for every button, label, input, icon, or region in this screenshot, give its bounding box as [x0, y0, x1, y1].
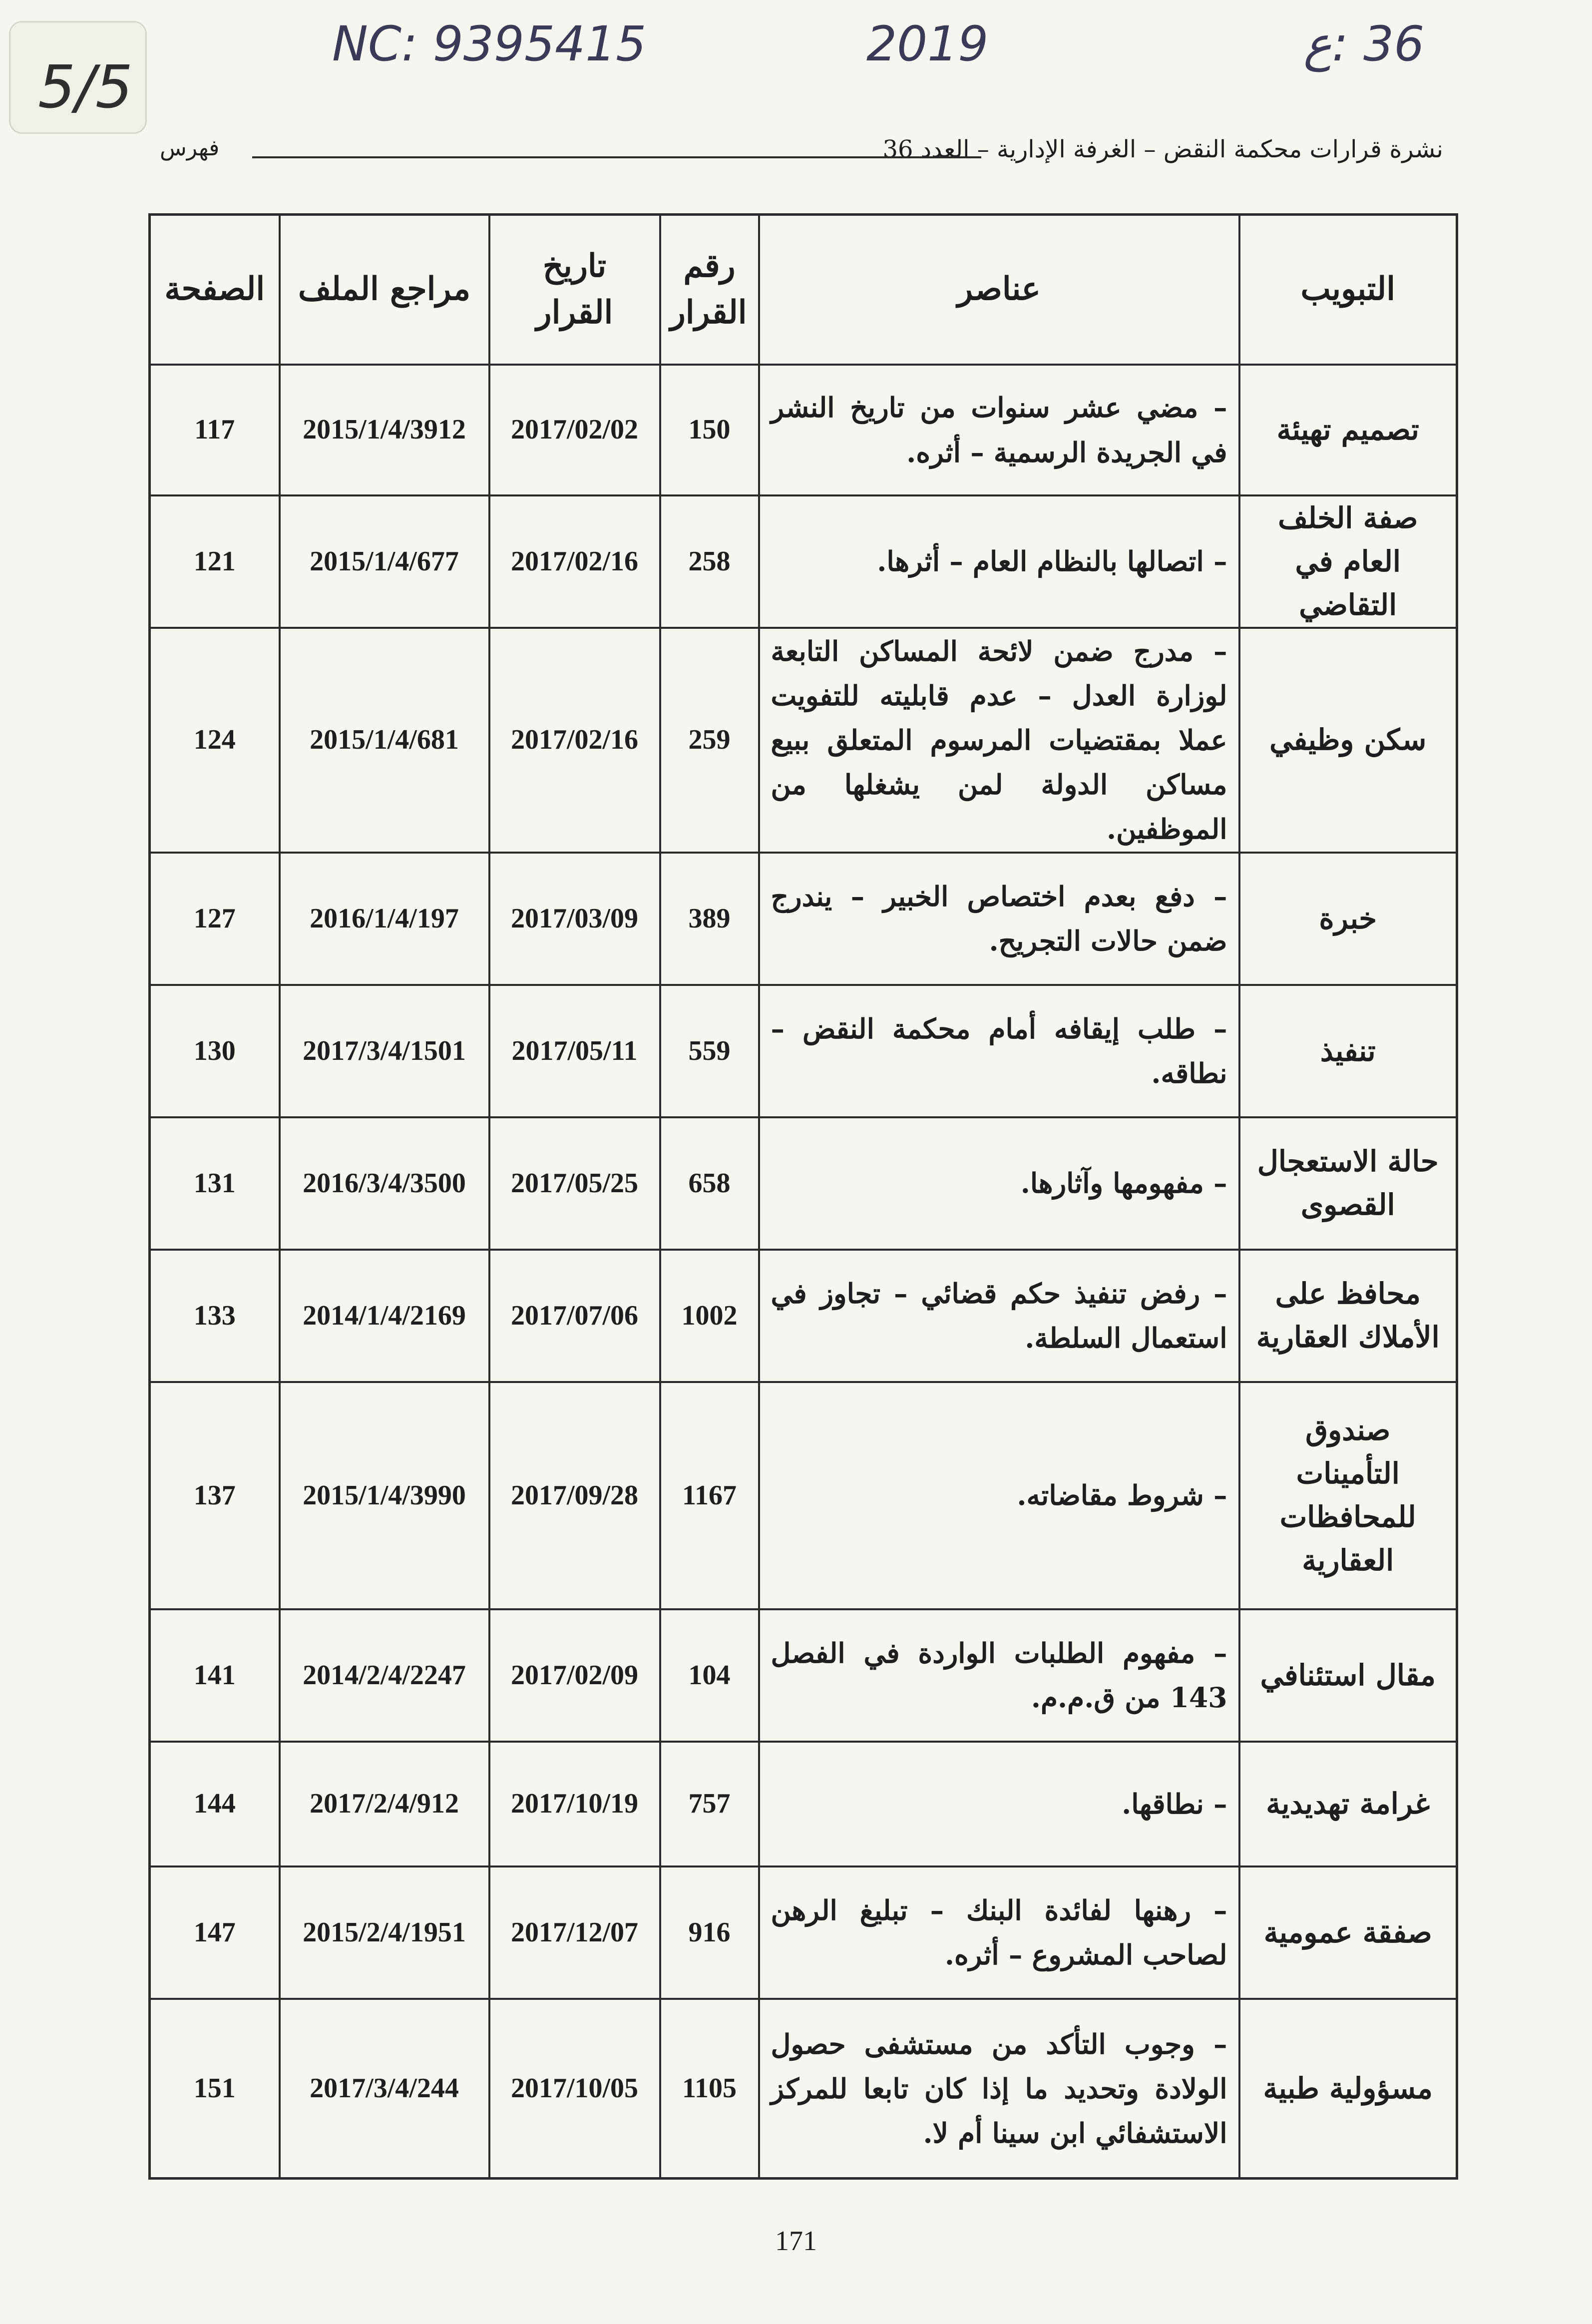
row-file-reference: 2016/1/4/197 — [280, 853, 489, 985]
row-decision-date: 2017/07/06 — [489, 1250, 660, 1382]
table-row — [150, 853, 1457, 985]
header-category: التبويب — [1239, 215, 1457, 365]
issue-annotation: 36 :ع — [1303, 16, 1425, 72]
row-elements: – مفهوم الطلبات الواردة في الفصل 143 من ق.م.م. — [759, 1609, 1239, 1742]
row-elements: – رفض تنفيذ حكم قضائي – تجاوز في استعمال السلطة. — [759, 1250, 1239, 1382]
row-file-reference: 2015/2/4/1951 — [280, 1866, 489, 1999]
row-page: 144 — [150, 1742, 280, 1866]
row-decision-number: 150 — [660, 365, 759, 495]
row-category: تصميم تهيئة — [1239, 365, 1457, 495]
header-rule — [252, 156, 981, 158]
row-elements: – طلب إيقافه أمام محكمة النقض – نطاقه. — [759, 985, 1239, 1117]
table-row — [150, 1250, 1457, 1382]
table-row — [150, 628, 1457, 853]
row-decision-date: 2017/10/19 — [489, 1742, 660, 1866]
row-elements: – نطاقها. — [759, 1742, 1239, 1866]
row-decision-number: 1002 — [660, 1250, 759, 1382]
table-row — [150, 1117, 1457, 1250]
table-row — [150, 365, 1457, 495]
row-file-reference: 2017/3/4/244 — [280, 1999, 489, 2179]
row-category: صندوق التأمينات للمحافظات العقارية — [1239, 1382, 1457, 1609]
row-page: 131 — [150, 1117, 280, 1250]
header-decision-number: رقم القرار — [660, 215, 759, 365]
table-row — [150, 1999, 1457, 2179]
row-category: تنفيذ — [1239, 985, 1457, 1117]
row-decision-date: 2017/12/07 — [489, 1866, 660, 1999]
row-elements: – رهنها لفائدة البنك – تبليغ الرهن لصاحب المشروع – أثره. — [759, 1866, 1239, 1999]
row-file-reference: 2014/1/4/2169 — [280, 1250, 489, 1382]
row-file-reference: 2017/3/4/1501 — [280, 985, 489, 1117]
row-decision-date: 2017/09/28 — [489, 1382, 660, 1609]
row-file-reference: 2016/3/4/3500 — [280, 1117, 489, 1250]
row-elements: – دفع بعدم اختصاص الخبير – يندرج ضمن حالات التجريح. — [759, 853, 1239, 985]
table-row — [150, 1866, 1457, 1999]
row-decision-date: 2017/02/16 — [489, 495, 660, 628]
header-file-reference: مراجع الملف — [280, 215, 489, 365]
row-page: 133 — [150, 1250, 280, 1382]
row-category: مسؤولية طبية — [1239, 1999, 1457, 2179]
index-table — [148, 213, 1458, 2180]
row-page: 137 — [150, 1382, 280, 1609]
row-category: صفة الخلف العام في التقاضي — [1239, 495, 1457, 628]
margin-fraction: 5/5 — [38, 52, 133, 121]
row-decision-number: 559 — [660, 985, 759, 1117]
row-category: خبرة — [1239, 853, 1457, 985]
table-row — [150, 495, 1457, 628]
table-row — [150, 1609, 1457, 1742]
row-category: مقال استئنافي — [1239, 1609, 1457, 1742]
row-file-reference: 2015/1/4/3912 — [280, 365, 489, 495]
row-decision-number: 1167 — [660, 1382, 759, 1609]
table-header-row — [150, 215, 1457, 365]
row-elements: – مضي عشر سنوات من تاريخ النشر في الجريدة الرسمية – أثره. — [759, 365, 1239, 495]
row-decision-date: 2017/05/25 — [489, 1117, 660, 1250]
row-decision-number: 658 — [660, 1117, 759, 1250]
table-body — [150, 365, 1457, 2179]
row-page: 141 — [150, 1609, 280, 1742]
row-file-reference: 2015/1/4/681 — [280, 628, 489, 853]
row-elements: – شروط مقاضاته. — [759, 1382, 1239, 1609]
row-file-reference: 2017/2/4/912 — [280, 1742, 489, 1866]
row-elements: – مدرج ضمن لائحة المساكن التابعة لوزارة العدل – عدم قابليته للتفويت عملا بمقتضيات المرسوم المتعلق ببيع مساكن الدولة لمن يشغلها من الموظفين. — [759, 628, 1239, 853]
row-page: 121 — [150, 495, 280, 628]
row-elements: – مفهومها وآثارها. — [759, 1117, 1239, 1250]
row-file-reference: 2014/2/4/2247 — [280, 1609, 489, 1742]
table-row — [150, 985, 1457, 1117]
row-file-reference: 2015/1/4/3990 — [280, 1382, 489, 1609]
archive-number-annotation: NC: 9395415 — [332, 16, 647, 72]
running-header — [160, 132, 1443, 177]
page-number: 171 — [775, 2226, 817, 2257]
row-decision-date: 2017/03/09 — [489, 853, 660, 985]
row-category: حالة الاستعجال القصوى — [1239, 1117, 1457, 1250]
running-title: نشرة قرارات محكمة النقض – الغرفة الإدارية – العدد 36 — [882, 135, 1443, 163]
row-elements: – وجوب التأكد من مستشفى حصول الولادة وتحديد ما إذا كان تابعا للمركز الاستشفائي ابن سينا أم لا. — [759, 1999, 1239, 2179]
row-page: 147 — [150, 1866, 280, 1999]
row-category: سكن وظيفي — [1239, 628, 1457, 853]
section-label: فهرس — [160, 135, 220, 161]
header-decision-date: تاريخ القرار — [489, 215, 660, 365]
row-decision-date: 2017/02/02 — [489, 365, 660, 495]
row-page: 130 — [150, 985, 280, 1117]
row-category: محافظ على الأملاك العقارية — [1239, 1250, 1457, 1382]
row-decision-number: 757 — [660, 1742, 759, 1866]
row-page: 117 — [150, 365, 280, 495]
row-elements: – اتصالها بالنظام العام – أثرها. — [759, 495, 1239, 628]
row-decision-date: 2017/02/16 — [489, 628, 660, 853]
table-row — [150, 1382, 1457, 1609]
table-row — [150, 1742, 1457, 1866]
row-decision-number: 258 — [660, 495, 759, 628]
row-page: 124 — [150, 628, 280, 853]
row-page: 127 — [150, 853, 280, 985]
row-decision-number: 916 — [660, 1866, 759, 1999]
row-decision-number: 1105 — [660, 1999, 759, 2179]
header-elements: عناصر — [759, 215, 1239, 365]
row-category: غرامة تهديدية — [1239, 1742, 1457, 1866]
row-decision-date: 2017/02/09 — [489, 1609, 660, 1742]
header-page: الصفحة — [150, 215, 280, 365]
margin-stamp — [9, 21, 147, 134]
row-decision-number: 389 — [660, 853, 759, 985]
row-decision-number: 259 — [660, 628, 759, 853]
row-file-reference: 2015/1/4/677 — [280, 495, 489, 628]
row-category: صفقة عمومية — [1239, 1866, 1457, 1999]
row-page: 151 — [150, 1999, 280, 2179]
row-decision-date: 2017/10/05 — [489, 1999, 660, 2179]
row-decision-date: 2017/05/11 — [489, 985, 660, 1117]
row-decision-number: 104 — [660, 1609, 759, 1742]
year-annotation: 2019 — [866, 16, 989, 72]
